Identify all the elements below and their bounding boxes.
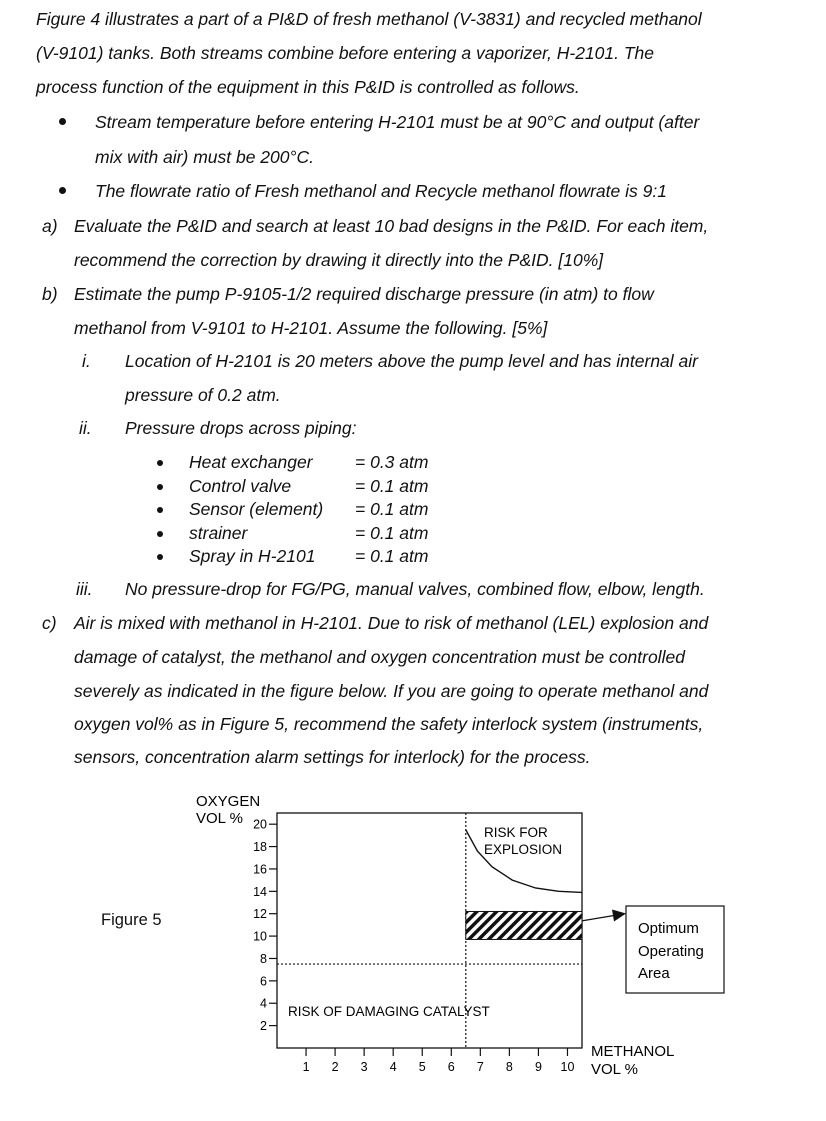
y-axis-label-line-1: OXYGEN	[196, 793, 261, 810]
x-tick-label: 4	[389, 1060, 397, 1074]
x-tick-label: 10	[560, 1060, 575, 1074]
question-c-line-3: severely as indicated in the figure below. If you are going to operate methanol and	[74, 681, 709, 701]
y-tick-label: 18	[253, 840, 267, 855]
question-c-line-2: damage of catalyst, the methanol and oxygen concentration must be controlled	[74, 647, 685, 667]
x-axis-label-line-2: VOL %	[591, 1061, 638, 1078]
question-b-marker: b)	[42, 284, 58, 304]
pressure-drop-value: = 0.3 atm	[355, 452, 429, 472]
bullet-2-line-1: The flowrate ratio of Fresh methanol and Recycle methanol flowrate is 9:1	[95, 181, 667, 201]
question-c-line-4: oxygen vol% as in Figure 5, recommend the safety interlock system (instruments,	[74, 714, 704, 734]
question-a-line-2: recommend the correction by drawing it directly into the P&ID. [10%]	[74, 250, 604, 270]
pressure-drop-value: = 0.1 atm	[355, 499, 429, 519]
question-c-marker: c)	[42, 613, 57, 633]
x-tick-label: 1	[302, 1060, 310, 1074]
y-tick-label: 12	[253, 907, 267, 922]
intro-line-1: Figure 4 illustrates a part of a PI&D of fresh methanol (V-3831) and recycled methanol	[36, 9, 702, 29]
x-axis-label-line-1: METHANOL	[591, 1043, 675, 1060]
bullet-1-line-2: mix with air) must be 200°C.	[95, 147, 315, 167]
x-tick-label: 6	[447, 1060, 455, 1074]
question-a-marker: a)	[42, 216, 58, 236]
x-tick-label: 9	[534, 1060, 542, 1074]
y-tick-labels	[253, 818, 267, 1033]
question-a-line-1: Evaluate the P&ID and search at least 10 bad designs in the P&ID. For each item,	[74, 216, 709, 236]
explosion-label-line-1: RISK FOR	[484, 825, 548, 840]
sub-iii-line-1: No pressure-drop for FG/PG, manual valves, combined flow, elbow, length.	[125, 579, 705, 599]
sub-i-line-1: Location of H-2101 is 20 meters above the pump level and has internal air	[125, 351, 698, 371]
pressure-drop-value: = 0.1 atm	[355, 475, 429, 496]
x-tick-labels	[303, 1060, 575, 1074]
y-tick-label: 20	[253, 817, 267, 832]
y-axis-label-line-2: VOL %	[196, 810, 243, 827]
y-tick-label: 14	[253, 884, 267, 899]
figure-caption: Figure 5	[101, 911, 162, 929]
bullet-1-line-1: Stream temperature before entering H-2101 must be at 90°C and output (after	[95, 112, 700, 132]
intro-line-2: (V-9101) tanks. Both streams combine before entering a vaporizer, H-2101. The	[36, 43, 655, 63]
question-c-line-1: Air is mixed with methanol in H-2101. Due to risk of methanol (LEL) explosion and	[74, 613, 709, 633]
pressure-drop-label: Control valve	[189, 475, 292, 496]
question-b-line-1: Estimate the pump P-9105-1/2 required discharge pressure (in atm) to flow	[74, 284, 654, 304]
x-tick-label: 7	[476, 1060, 484, 1074]
y-tick-label: 2	[260, 1019, 267, 1034]
pressure-drop-label: Spray in H-2101	[189, 546, 316, 566]
pressure-drop-label: strainer	[189, 522, 248, 543]
pressure-drop-value: = 0.1 atm	[355, 522, 429, 543]
y-tick-label: 8	[260, 951, 267, 966]
explosion-label-line-2: EXPLOSION	[484, 842, 563, 857]
sub-iii-marker: iii.	[76, 579, 93, 599]
y-tick-label: 10	[253, 929, 267, 944]
catalyst-risk-label: RISK OF DAMAGING CATALYST	[288, 1004, 490, 1019]
question-b-line-2: methanol from V-9101 to H-2101. Assume the following. [5%]	[74, 318, 548, 338]
sub-ii-line-1: Pressure drops across piping:	[125, 418, 357, 438]
intro-line-3: process function of the equipment in this P&ID is controlled as follows.	[36, 77, 580, 97]
x-tick-label: 3	[360, 1060, 368, 1074]
x-tick-label: 8	[505, 1060, 513, 1074]
pressure-drop-label: Sensor (element)	[189, 499, 324, 519]
sub-i-line-2: pressure of 0.2 atm.	[125, 385, 281, 405]
y-tick-label: 16	[253, 862, 267, 877]
y-tick-label: 4	[260, 996, 267, 1011]
question-c-line-5: sensors, concentration alarm settings for interlock) for the process.	[74, 747, 591, 767]
pressure-drop-label: Heat exchanger	[189, 452, 313, 472]
callout-line-2: Operating	[638, 943, 704, 960]
callout-line-1: Optimum	[638, 920, 699, 937]
sub-ii-marker: ii.	[79, 418, 92, 438]
pressure-drop-value: = 0.1 atm	[355, 546, 429, 566]
y-tick-label: 6	[260, 974, 267, 989]
callout-arrow-head	[612, 909, 626, 921]
optimum-operating-area	[466, 911, 582, 939]
callout-line-3: Area	[638, 965, 670, 982]
sub-i-marker: i.	[82, 351, 91, 371]
x-tick-label: 5	[418, 1060, 426, 1074]
x-tick-label: 2	[331, 1060, 339, 1074]
